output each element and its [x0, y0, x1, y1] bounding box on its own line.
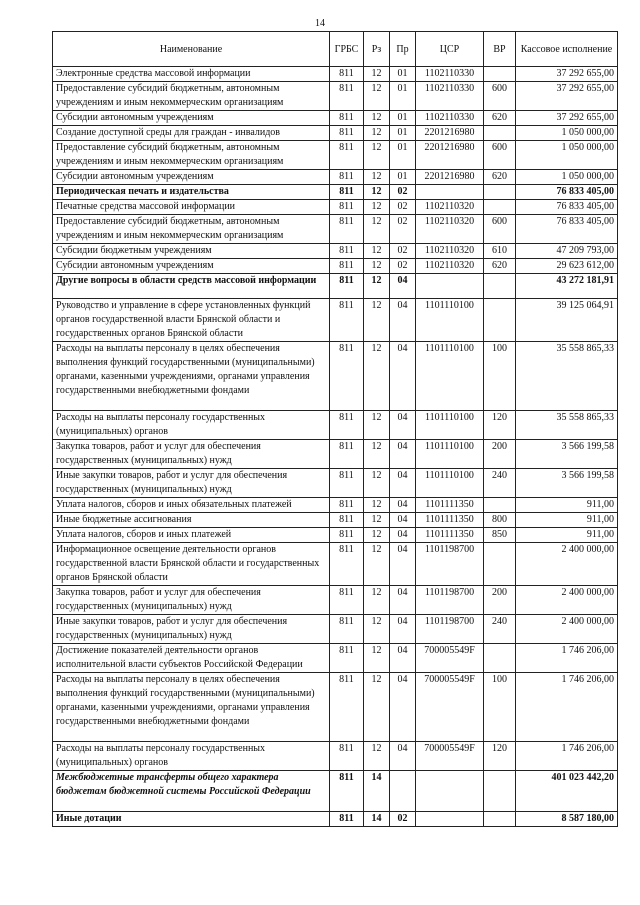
cell-csr: 1101198700: [416, 543, 484, 586]
cell-grbs: 811: [330, 215, 364, 244]
cell-csr: 1102110320: [416, 259, 484, 274]
cell-vr: 600: [484, 82, 516, 111]
cell-pr: 02: [390, 259, 416, 274]
table-row: [53, 615, 618, 644]
cell-grbs: 811: [330, 200, 364, 215]
cell-name: Предоставление субсидий бюджетным, автономным учреждениям и иным некоммерческим организациям: [53, 215, 330, 244]
cell-vr: [484, 812, 516, 827]
cell-rz: 12: [364, 528, 390, 543]
cell-amount: 76 833 405,00: [516, 215, 618, 244]
cell-rz: 14: [364, 771, 390, 812]
cell-name: Закупка товаров, работ и услуг для обеспечения государственных (муниципальных) нужд: [53, 586, 330, 615]
cell-rz: 12: [364, 742, 390, 771]
table-row: [53, 771, 618, 812]
cell-amount: 1 050 000,00: [516, 170, 618, 185]
cell-amount: 47 209 793,00: [516, 244, 618, 259]
cell-pr: 04: [390, 411, 416, 440]
cell-name: Иные закупки товаров, работ и услуг для обеспечения государственных (муниципальных) нужд: [53, 615, 330, 644]
cell-pr: 04: [390, 644, 416, 673]
cell-rz: 12: [364, 215, 390, 244]
cell-amount: 37 292 655,00: [516, 67, 618, 82]
cell-name: Расходы на выплаты персоналу государственных (муниципальных) органов: [53, 742, 330, 771]
cell-vr: [484, 299, 516, 342]
table-row: [53, 126, 618, 141]
cell-grbs: 811: [330, 111, 364, 126]
cell-amount: 43 272 181,91: [516, 274, 618, 299]
cell-grbs: 811: [330, 543, 364, 586]
cell-name: Периодическая печать и издательства: [53, 185, 330, 200]
cell-grbs: 811: [330, 82, 364, 111]
cell-vr: [484, 200, 516, 215]
cell-grbs: 811: [330, 274, 364, 299]
cell-csr: 1102110320: [416, 244, 484, 259]
cell-name: Субсидии автономным учреждениям: [53, 111, 330, 126]
cell-rz: 12: [364, 644, 390, 673]
cell-vr: 120: [484, 411, 516, 440]
table-row: [53, 498, 618, 513]
cell-rz: 12: [364, 440, 390, 469]
cell-grbs: 811: [330, 742, 364, 771]
table-row: [53, 543, 618, 586]
table-row: [53, 215, 618, 244]
cell-vr: [484, 274, 516, 299]
cell-vr: [484, 644, 516, 673]
cell-csr: 1101110100: [416, 342, 484, 411]
cell-pr: 04: [390, 742, 416, 771]
cell-grbs: 811: [330, 440, 364, 469]
cell-pr: 01: [390, 141, 416, 170]
table-row: [53, 67, 618, 82]
cell-csr: 700005549F: [416, 742, 484, 771]
cell-csr: 1101110100: [416, 469, 484, 498]
table-row: [53, 200, 618, 215]
cell-amount: 37 292 655,00: [516, 111, 618, 126]
cell-csr: 1101110100: [416, 411, 484, 440]
cell-csr: 1101198700: [416, 615, 484, 644]
page-number: 14: [315, 18, 325, 29]
cell-amount: 1 746 206,00: [516, 673, 618, 742]
cell-pr: 04: [390, 274, 416, 299]
cell-amount: 2 400 000,00: [516, 615, 618, 644]
cell-pr: 04: [390, 299, 416, 342]
cell-name: Субсидии автономным учреждениям: [53, 259, 330, 274]
cell-csr: 1101111350: [416, 498, 484, 513]
cell-pr: 04: [390, 440, 416, 469]
cell-amount: 401 023 442,20: [516, 771, 618, 812]
cell-pr: 01: [390, 67, 416, 82]
cell-amount: 911,00: [516, 528, 618, 543]
table-row: [53, 528, 618, 543]
cell-name: Достижение показателей деятельности органов исполнительной власти субъектов Российской Федерации: [53, 644, 330, 673]
cell-name: Субсидии автономным учреждениям: [53, 170, 330, 185]
cell-pr: 01: [390, 111, 416, 126]
cell-name: Расходы на выплаты персоналу государственных (муниципальных) органов: [53, 411, 330, 440]
cell-vr: 120: [484, 742, 516, 771]
budget-table: [52, 31, 618, 827]
cell-vr: 800: [484, 513, 516, 528]
cell-name: Субсидии бюджетным учреждениям: [53, 244, 330, 259]
cell-pr: 04: [390, 673, 416, 742]
cell-name: Предоставление субсидий бюджетным, автономным учреждениям и иным некоммерческим организациям: [53, 141, 330, 170]
cell-vr: 240: [484, 615, 516, 644]
cell-pr: 04: [390, 513, 416, 528]
cell-grbs: 811: [330, 411, 364, 440]
table-row: [53, 244, 618, 259]
cell-rz: 14: [364, 812, 390, 827]
cell-name: Другие вопросы в области средств массовой информации: [53, 274, 330, 299]
cell-rz: 12: [364, 586, 390, 615]
cell-rz: 12: [364, 543, 390, 586]
cell-vr: 600: [484, 215, 516, 244]
cell-rz: 12: [364, 185, 390, 200]
cell-name: Иные дотации: [53, 812, 330, 827]
cell-pr: 02: [390, 215, 416, 244]
cell-csr: [416, 185, 484, 200]
cell-csr: 1101198700: [416, 586, 484, 615]
table-row: [53, 812, 618, 827]
cell-name: Межбюджетные трансферты общего характера бюджетам бюджетной системы Российской Федерации: [53, 771, 330, 812]
table-row: [53, 673, 618, 742]
cell-name: Иные закупки товаров, работ и услуг для обеспечения государственных (муниципальных) нужд: [53, 469, 330, 498]
cell-name: Предоставление субсидий бюджетным, автономным учреждениям и иным некоммерческим организациям: [53, 82, 330, 111]
cell-rz: 12: [364, 615, 390, 644]
cell-grbs: 811: [330, 513, 364, 528]
cell-pr: 04: [390, 498, 416, 513]
cell-amount: 1 746 206,00: [516, 644, 618, 673]
cell-amount: 76 833 405,00: [516, 185, 618, 200]
cell-name: Расходы на выплаты персоналу в целях обеспечения выполнения функций государственными (муниципальными) органами, казенными учреждениями, органами управления государственными внебюджетными фондами: [53, 673, 330, 742]
cell-pr: 02: [390, 185, 416, 200]
cell-name: Создание доступной среды для граждан - инвалидов: [53, 126, 330, 141]
cell-amount: 1 050 000,00: [516, 126, 618, 141]
cell-grbs: 811: [330, 498, 364, 513]
header-cash-execution: Кассовое исполнение: [516, 32, 618, 67]
cell-pr: 02: [390, 244, 416, 259]
cell-grbs: 811: [330, 644, 364, 673]
cell-csr: 1101111350: [416, 513, 484, 528]
cell-vr: 850: [484, 528, 516, 543]
cell-csr: 2201216980: [416, 126, 484, 141]
cell-csr: 1101110100: [416, 299, 484, 342]
cell-csr: [416, 274, 484, 299]
table-row: [53, 342, 618, 411]
cell-vr: 620: [484, 170, 516, 185]
cell-grbs: 811: [330, 67, 364, 82]
cell-vr: [484, 543, 516, 586]
cell-vr: [484, 771, 516, 812]
cell-grbs: 811: [330, 469, 364, 498]
table-row: [53, 170, 618, 185]
table-row: [53, 742, 618, 771]
header-grbs: ГРБС: [330, 32, 364, 67]
cell-vr: [484, 185, 516, 200]
table-row: [53, 274, 618, 299]
cell-rz: 12: [364, 126, 390, 141]
cell-pr: 04: [390, 586, 416, 615]
cell-csr: 700005549F: [416, 673, 484, 742]
cell-amount: 911,00: [516, 498, 618, 513]
cell-csr: 1101111350: [416, 528, 484, 543]
cell-amount: 29 623 612,00: [516, 259, 618, 274]
cell-csr: 1102110320: [416, 215, 484, 244]
cell-amount: 2 400 000,00: [516, 543, 618, 586]
table-row: [53, 141, 618, 170]
cell-amount: 8 587 180,00: [516, 812, 618, 827]
cell-amount: 35 558 865,33: [516, 342, 618, 411]
cell-vr: 600: [484, 141, 516, 170]
cell-grbs: 811: [330, 259, 364, 274]
cell-rz: 12: [364, 513, 390, 528]
table-row: [53, 644, 618, 673]
cell-rz: 12: [364, 244, 390, 259]
header-pr: Пр: [390, 32, 416, 67]
table-row: [53, 469, 618, 498]
cell-amount: 3 566 199,58: [516, 440, 618, 469]
cell-vr: 100: [484, 342, 516, 411]
cell-csr: 700005549F: [416, 644, 484, 673]
cell-csr: 1102110320: [416, 200, 484, 215]
cell-amount: 1 746 206,00: [516, 742, 618, 771]
cell-name: Закупка товаров, работ и услуг для обеспечения государственных (муниципальных) нужд: [53, 440, 330, 469]
cell-name: Иные бюджетные ассигнования: [53, 513, 330, 528]
cell-name: Руководство и управление в сфере установленных функций органов государственной власти Брянской области и государственных органов Брянской области: [53, 299, 330, 342]
cell-rz: 12: [364, 67, 390, 82]
table-row: [53, 586, 618, 615]
cell-pr: 02: [390, 812, 416, 827]
cell-grbs: 811: [330, 126, 364, 141]
cell-name: Печатные средства массовой информации: [53, 200, 330, 215]
cell-amount: 3 566 199,58: [516, 469, 618, 498]
header-rz: Рз: [364, 32, 390, 67]
cell-grbs: 811: [330, 528, 364, 543]
cell-rz: 12: [364, 469, 390, 498]
cell-csr: 1102110330: [416, 111, 484, 126]
cell-pr: 04: [390, 615, 416, 644]
cell-pr: 04: [390, 543, 416, 586]
cell-grbs: 811: [330, 615, 364, 644]
cell-rz: 12: [364, 673, 390, 742]
cell-amount: 39 125 064,91: [516, 299, 618, 342]
cell-pr: 02: [390, 200, 416, 215]
cell-name: Расходы на выплаты персоналу в целях обеспечения выполнения функций государственными (муниципальными) органами, казенными учреждениями, органами управления государственными внебюджетными фондами: [53, 342, 330, 411]
cell-name: Информационное освещение деятельности органов государственной власти Брянской области и государственных органов Брянской области: [53, 543, 330, 586]
cell-rz: 12: [364, 299, 390, 342]
cell-grbs: 811: [330, 586, 364, 615]
cell-csr: 1101110100: [416, 440, 484, 469]
cell-vr: 240: [484, 469, 516, 498]
cell-grbs: 811: [330, 299, 364, 342]
cell-amount: 911,00: [516, 513, 618, 528]
cell-name: Уплата налогов, сборов и иных обязательных платежей: [53, 498, 330, 513]
cell-rz: 12: [364, 498, 390, 513]
cell-grbs: 811: [330, 771, 364, 812]
cell-csr: [416, 771, 484, 812]
cell-grbs: 811: [330, 170, 364, 185]
cell-rz: 12: [364, 141, 390, 170]
cell-rz: 12: [364, 411, 390, 440]
cell-vr: 200: [484, 440, 516, 469]
header-vr: ВР: [484, 32, 516, 67]
table-row: [53, 111, 618, 126]
cell-pr: 01: [390, 82, 416, 111]
header-name: Наименование: [53, 32, 330, 67]
cell-vr: 100: [484, 673, 516, 742]
cell-amount: 2 400 000,00: [516, 586, 618, 615]
cell-pr: 04: [390, 469, 416, 498]
cell-csr: 1102110330: [416, 82, 484, 111]
cell-csr: 2201216980: [416, 170, 484, 185]
table-row: [53, 259, 618, 274]
cell-pr: 01: [390, 126, 416, 141]
cell-name: Уплата налогов, сборов и иных платежей: [53, 528, 330, 543]
table-row: [53, 440, 618, 469]
cell-vr: 200: [484, 586, 516, 615]
cell-grbs: 811: [330, 185, 364, 200]
cell-rz: 12: [364, 259, 390, 274]
table-row: [53, 411, 618, 440]
cell-vr: [484, 67, 516, 82]
cell-grbs: 811: [330, 141, 364, 170]
table-row: [53, 299, 618, 342]
cell-rz: 12: [364, 342, 390, 411]
cell-vr: 620: [484, 111, 516, 126]
cell-amount: 76 833 405,00: [516, 200, 618, 215]
cell-rz: 12: [364, 200, 390, 215]
cell-pr: 04: [390, 528, 416, 543]
cell-amount: 37 292 655,00: [516, 82, 618, 111]
cell-pr: 04: [390, 342, 416, 411]
cell-rz: 12: [364, 274, 390, 299]
cell-name: Электронные средства массовой информации: [53, 67, 330, 82]
cell-pr: 01: [390, 170, 416, 185]
table-row: [53, 82, 618, 111]
cell-pr: [390, 771, 416, 812]
cell-vr: [484, 126, 516, 141]
cell-rz: 12: [364, 111, 390, 126]
cell-csr: [416, 812, 484, 827]
cell-rz: 12: [364, 170, 390, 185]
cell-csr: 2201216980: [416, 141, 484, 170]
table-row: [53, 513, 618, 528]
cell-grbs: 811: [330, 812, 364, 827]
table-header-row: [53, 32, 618, 67]
cell-csr: 1102110330: [416, 67, 484, 82]
cell-amount: 1 050 000,00: [516, 141, 618, 170]
cell-vr: 620: [484, 259, 516, 274]
table-row: [53, 185, 618, 200]
cell-grbs: 811: [330, 342, 364, 411]
cell-vr: [484, 498, 516, 513]
cell-amount: 35 558 865,33: [516, 411, 618, 440]
cell-rz: 12: [364, 82, 390, 111]
cell-vr: 610: [484, 244, 516, 259]
cell-grbs: 811: [330, 244, 364, 259]
header-csr: ЦСР: [416, 32, 484, 67]
cell-grbs: 811: [330, 673, 364, 742]
